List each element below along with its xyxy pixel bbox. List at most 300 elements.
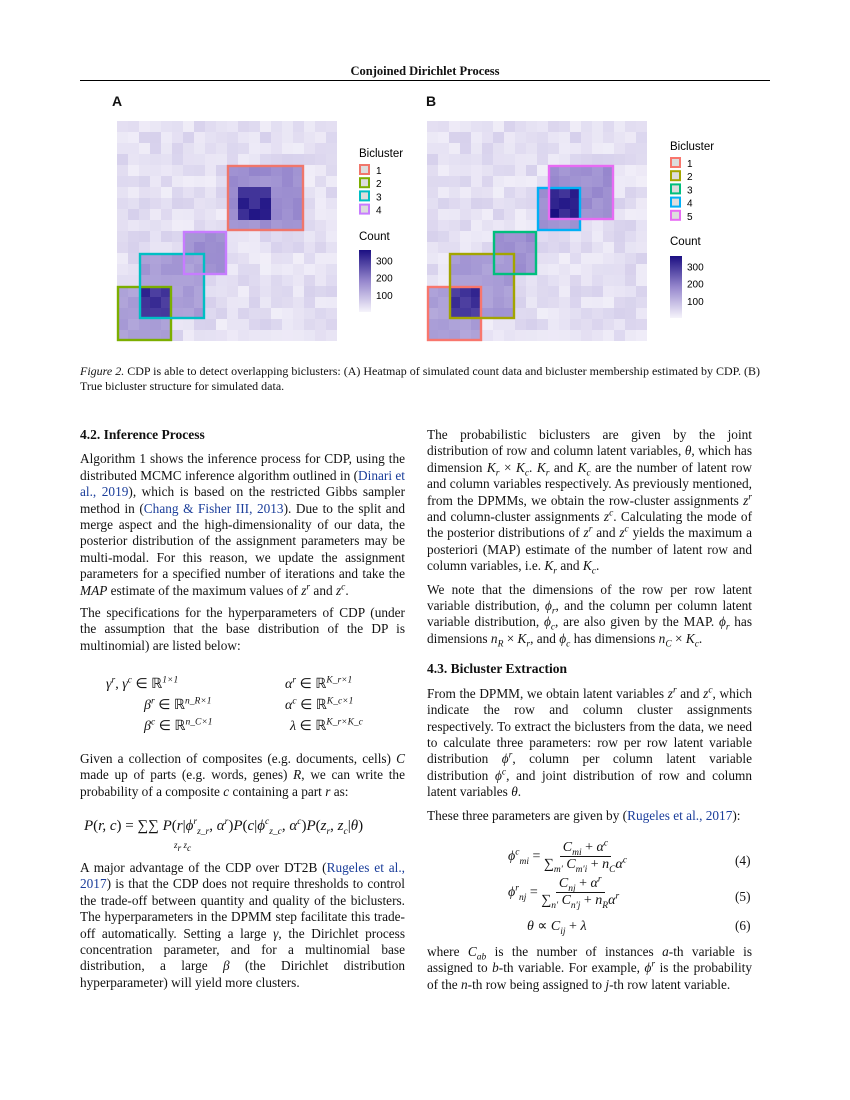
text-run: . xyxy=(595,558,600,574)
text-run: , and the column per column latent variable distribution, xyxy=(427,598,752,630)
heatmap-cell xyxy=(460,275,471,286)
math-symbol: ϕ xyxy=(185,818,194,834)
heatmap-cell xyxy=(482,154,493,165)
math-symbol: P xyxy=(84,818,94,834)
heatmap-cell xyxy=(128,308,139,319)
heatmap-cell xyxy=(150,231,161,242)
heatmap-cell xyxy=(282,297,293,308)
heatmap-cell xyxy=(526,176,537,187)
heatmap-cell xyxy=(227,264,238,275)
heatmap-cell xyxy=(493,209,504,220)
heatmap-cell xyxy=(537,121,548,132)
heatmap-cell xyxy=(636,209,647,220)
heatmap-cell xyxy=(625,154,636,165)
heatmap-cell xyxy=(315,198,326,209)
heatmap-cell xyxy=(614,308,625,319)
heatmap-cell xyxy=(227,132,238,143)
heatmap-cell xyxy=(537,297,548,308)
citation-link[interactable]: Rugeles et al., 2017 xyxy=(80,860,405,892)
heatmap-cell xyxy=(614,297,625,308)
heatmap-cell xyxy=(581,176,592,187)
math-superscript: r xyxy=(111,675,116,686)
heatmap-cell xyxy=(194,121,205,132)
heatmap-cell xyxy=(293,231,304,242)
text-run: has dimensions xyxy=(427,614,752,646)
math-symbol: z xyxy=(743,492,749,508)
heatmap-cell xyxy=(183,198,194,209)
text-run: , column per column latent variable distribution xyxy=(427,751,753,783)
heatmap-cell xyxy=(205,209,216,220)
heatmap-cell xyxy=(636,264,647,275)
heatmap-cell xyxy=(526,209,537,220)
heatmap-cell xyxy=(438,242,449,253)
heatmap-cell xyxy=(559,330,570,341)
text-run: From the DPMM, we obtain latent variables xyxy=(427,685,668,701)
math-superscript: c xyxy=(297,817,302,827)
heatmap-cell xyxy=(625,231,636,242)
heatmap-cell xyxy=(625,165,636,176)
heatmap-cell xyxy=(526,220,537,231)
heatmap-cell xyxy=(249,308,260,319)
text-run: × xyxy=(671,630,686,646)
figure-heatmaps xyxy=(0,0,850,360)
heatmap-cell xyxy=(625,176,636,187)
heatmap-cell xyxy=(592,176,603,187)
heatmap-cell xyxy=(293,132,304,143)
math-symbol: α xyxy=(285,698,293,713)
heatmap-cell xyxy=(603,132,614,143)
math-symbol: θ xyxy=(684,443,692,459)
math-superscript: r xyxy=(651,959,656,970)
math-symbol: z xyxy=(603,509,610,525)
heatmap-cell xyxy=(493,286,504,297)
math-subscript: R xyxy=(497,639,504,650)
heatmap-cell xyxy=(238,264,249,275)
heatmap-cell xyxy=(592,121,603,132)
heatmap-cell xyxy=(205,143,216,154)
heatmap-cell xyxy=(570,308,581,319)
math-subscript: z_c xyxy=(269,827,282,837)
text-run: ∈ ℝ xyxy=(155,719,186,734)
heatmap-cell xyxy=(614,143,625,154)
text-run: ) xyxy=(301,818,307,834)
heatmap-cell xyxy=(238,242,249,253)
heatmap-cell xyxy=(304,330,315,341)
heatmap-cell xyxy=(128,143,139,154)
heatmap-cell xyxy=(526,286,537,297)
math-symbol: α xyxy=(590,876,598,891)
heatmap-cell xyxy=(128,231,139,242)
math-symbol: γ xyxy=(122,677,128,692)
text-run: -th row being assigned to xyxy=(467,976,606,992)
heatmap-cell xyxy=(570,231,581,242)
heatmap-cell xyxy=(282,176,293,187)
heatmap-cell xyxy=(471,198,482,209)
heatmap-cell xyxy=(460,143,471,154)
heatmap-cell xyxy=(282,264,293,275)
math-subscript: C xyxy=(665,639,672,650)
text-run: as: xyxy=(330,783,349,799)
colorbar-title: Count xyxy=(359,231,390,243)
heatmap-cell xyxy=(293,286,304,297)
colorbar-tick-label: 200 xyxy=(687,279,704,291)
heatmap-cell xyxy=(216,132,227,143)
math-symbol: z xyxy=(320,818,327,834)
heatmap-cell xyxy=(117,275,128,286)
heatmap-cell xyxy=(183,330,194,341)
legend-swatch xyxy=(671,171,680,180)
text-run: ∈ ℝ xyxy=(154,698,185,713)
heatmap-cell xyxy=(460,242,471,253)
text-run: are the number of latent row and column variables respectively. As previously mentioned, from the DPMMs, we obtain the row-cluster assignments xyxy=(427,459,752,508)
math-superscript: n_C×1 xyxy=(185,717,213,728)
heatmap-cell xyxy=(183,220,194,231)
math-symbol: θ xyxy=(511,784,518,800)
math-superscript: c xyxy=(127,675,132,686)
heatmap-cell xyxy=(548,231,559,242)
equation-sum-indices xyxy=(174,840,192,854)
heatmap-cell xyxy=(438,132,449,143)
heatmap-cell xyxy=(150,209,161,220)
math-superscript: r xyxy=(748,492,752,503)
text-run: . xyxy=(698,630,703,646)
heatmap-cell xyxy=(636,242,647,253)
heatmap-cell xyxy=(326,198,337,209)
heatmap-cell xyxy=(504,209,515,220)
heatmap-cell xyxy=(537,275,548,286)
heatmap-cell xyxy=(271,198,282,209)
math-symbol: C xyxy=(396,751,405,766)
math-symbol: r xyxy=(176,818,183,834)
running-header: Conjoined Dirichlet Process xyxy=(350,64,500,78)
heatmap-cell xyxy=(326,286,337,297)
heatmap-cell xyxy=(449,242,460,253)
heatmap-cell xyxy=(482,121,493,132)
colorbar-tick-label: 100 xyxy=(687,296,704,308)
heatmap-cell xyxy=(172,330,183,341)
heatmap-cell xyxy=(161,165,172,176)
heatmap-cell xyxy=(460,132,471,143)
heatmap-cell xyxy=(260,132,271,143)
heatmap-cell xyxy=(150,198,161,209)
heatmap-cell xyxy=(592,264,603,275)
heatmap-cell xyxy=(194,209,205,220)
heatmap-cell xyxy=(603,275,614,286)
heatmap-cell xyxy=(603,264,614,275)
heatmap-cell xyxy=(471,264,482,275)
text-run: and xyxy=(549,459,578,475)
heatmap-cell xyxy=(636,297,647,308)
heatmap-cell xyxy=(128,297,139,308)
math-superscript: K_r×1 xyxy=(326,675,353,686)
heatmap-cell xyxy=(183,143,194,154)
heatmap-cell xyxy=(449,165,460,176)
heatmap-cell xyxy=(438,165,449,176)
caption-label: Figure 2. xyxy=(80,364,125,378)
equation-number-4: (4) xyxy=(735,853,751,868)
heatmap-cell xyxy=(183,165,194,176)
heatmap-cell xyxy=(504,121,515,132)
math-symbol: C xyxy=(558,876,569,891)
citation-link[interactable]: Rugeles et al., 2017 xyxy=(627,807,733,823)
heatmap-cell xyxy=(205,308,216,319)
heatmap-cell xyxy=(304,176,315,187)
heatmap-cell xyxy=(614,165,625,176)
text-run: = xyxy=(526,884,542,900)
text-run: , xyxy=(330,818,338,834)
paragraph xyxy=(80,860,405,991)
heatmap-cell xyxy=(592,198,603,209)
heatmap-cell xyxy=(460,176,471,187)
heatmap-cell xyxy=(282,209,293,220)
equation-5 xyxy=(508,876,619,909)
heatmap-cell xyxy=(139,319,150,330)
heatmap-cell xyxy=(493,297,504,308)
math-symbol: K xyxy=(517,630,527,646)
math-superscript: c xyxy=(622,855,628,866)
heatmap-cell xyxy=(559,176,570,187)
heatmap-cell xyxy=(636,319,647,330)
legend-title: Bicluster xyxy=(359,148,404,160)
heatmap-cell xyxy=(293,319,304,330)
heatmap-cell xyxy=(271,297,282,308)
heatmap-cell xyxy=(216,209,227,220)
heatmap-cell xyxy=(216,176,227,187)
heatmap-cell xyxy=(438,275,449,286)
eq5-denominator xyxy=(541,893,619,909)
heatmap-cell xyxy=(183,121,194,132)
heatmap-cell xyxy=(427,176,438,187)
text-run: , the Dirichlet process concentration parameter, and for a multinomial base distribution, a large xyxy=(80,925,405,974)
heatmap-cell xyxy=(161,176,172,187)
heatmap-cell xyxy=(504,198,515,209)
heatmap-cell xyxy=(260,231,271,242)
math-superscript: c xyxy=(515,847,520,858)
heatmap-cell xyxy=(282,286,293,297)
heatmap-cell xyxy=(205,220,216,231)
heatmap-cell xyxy=(570,330,581,341)
heatmap-cell xyxy=(526,187,537,198)
heatmap-cell xyxy=(172,176,183,187)
heatmap-cell xyxy=(449,220,460,231)
heatmap-cell xyxy=(315,121,326,132)
math-subscript: c xyxy=(591,566,596,577)
heatmap-cell xyxy=(183,132,194,143)
heatmap-cell xyxy=(150,275,161,286)
heatmap-cell xyxy=(471,187,482,198)
eq4-numerator xyxy=(560,840,611,857)
math-symbol: P xyxy=(306,818,316,834)
heatmap-cell xyxy=(625,319,636,330)
math-symbol: R xyxy=(293,767,302,783)
heatmap-cell xyxy=(427,242,438,253)
heatmap-cell xyxy=(581,220,592,231)
math-symbol: P xyxy=(233,818,243,834)
heatmap-cell xyxy=(205,253,216,264)
eq4-denominator xyxy=(544,857,627,873)
heatmap-cell xyxy=(614,319,625,330)
heatmap-cell xyxy=(592,132,603,143)
text-run: has dimensions xyxy=(570,630,659,646)
math-symbol: γ xyxy=(106,677,112,692)
heatmap-cell xyxy=(238,132,249,143)
hyperparam-alpha-r xyxy=(285,676,352,693)
heatmap-cell xyxy=(238,286,249,297)
hyperparam-alpha-c xyxy=(285,697,353,714)
heatmap-cell xyxy=(183,154,194,165)
text-run: made up of parts (e.g. words, genes) xyxy=(80,767,294,783)
math-subscript: r xyxy=(545,468,550,479)
heatmap-cell xyxy=(315,275,326,286)
text-run: -th row latent variable. xyxy=(609,976,731,992)
math-subscript: n′ xyxy=(551,900,559,911)
math-symbol: ϕ xyxy=(718,614,726,630)
heatmap-cell xyxy=(139,198,150,209)
heatmap-cell xyxy=(581,253,592,264)
heatmap-cell xyxy=(570,319,581,330)
eq5-numerator xyxy=(556,876,605,893)
heatmap-cell xyxy=(548,143,559,154)
heatmap-cell xyxy=(438,209,449,220)
heatmap-cell xyxy=(515,319,526,330)
heatmap-cell xyxy=(282,231,293,242)
math-subscript: r xyxy=(495,468,500,479)
heatmap-cell xyxy=(139,209,150,220)
heatmap-cell xyxy=(282,308,293,319)
heatmap-cell xyxy=(271,187,282,198)
heatmap-cell xyxy=(282,154,293,165)
heatmap-cell xyxy=(260,187,271,198)
left-column-cont xyxy=(80,751,405,800)
heatmap-cell xyxy=(326,165,337,176)
heatmap-cell xyxy=(515,253,526,264)
heatmap-cell xyxy=(161,132,172,143)
math-symbol: j xyxy=(605,976,610,992)
section-heading-inference: 4.2. Inference Process xyxy=(80,427,205,442)
heatmap-cell xyxy=(614,220,625,231)
heatmap-cell xyxy=(482,187,493,198)
heatmap-cell xyxy=(471,220,482,231)
heatmap-cell xyxy=(592,231,603,242)
math-superscript: c xyxy=(708,685,713,696)
colorbar-title: Count xyxy=(670,236,701,248)
eq4-lhs xyxy=(508,847,544,867)
heatmap-cell xyxy=(293,154,304,165)
text-run: The probabilistic biclusters are given by the joint distribution of row and column latent variables, xyxy=(427,427,752,459)
heatmap-cell xyxy=(128,198,139,209)
heatmap-cell xyxy=(548,319,559,330)
heatmap-cell xyxy=(548,275,559,286)
heatmap-cell xyxy=(603,231,614,242)
text-run: and xyxy=(557,558,583,574)
heatmap-cell xyxy=(304,242,315,253)
text-run: = xyxy=(528,848,544,864)
heatmap-cell xyxy=(150,319,161,330)
math-superscript: r xyxy=(193,817,198,827)
heatmap-cell xyxy=(515,176,526,187)
legend-label: 4 xyxy=(687,198,693,210)
heatmap-cell xyxy=(260,308,271,319)
math-symbol: C xyxy=(562,840,573,855)
text-run: + xyxy=(581,840,597,855)
heatmap-cell xyxy=(537,143,548,154)
heatmap-cell xyxy=(460,154,471,165)
heatmap-cell xyxy=(515,242,526,253)
heatmap-cell xyxy=(570,121,581,132)
heatmap-cell xyxy=(271,143,282,154)
heatmap-cell xyxy=(326,297,337,308)
heatmap-cell xyxy=(526,275,537,286)
heatmap-cell xyxy=(326,187,337,198)
heatmap-cell xyxy=(183,319,194,330)
heatmap-cell xyxy=(559,231,570,242)
heatmap-cell xyxy=(326,319,337,330)
heatmap-cell xyxy=(570,154,581,165)
heatmap-cell xyxy=(449,319,460,330)
paragraph xyxy=(427,686,752,801)
heatmap-cell xyxy=(559,286,570,297)
heatmap-cell xyxy=(548,242,559,253)
heatmap-cell xyxy=(282,275,293,286)
heatmap-cell xyxy=(238,176,249,187)
heatmap-cell xyxy=(293,330,304,341)
heatmap-cell xyxy=(625,242,636,253)
heatmap-cell xyxy=(117,209,128,220)
heatmap-cell xyxy=(636,286,647,297)
heatmap-cell xyxy=(515,165,526,176)
heatmap-cell xyxy=(614,242,625,253)
math-symbol: θ xyxy=(350,818,359,834)
heatmap-cell xyxy=(471,242,482,253)
heatmap-cell xyxy=(625,308,636,319)
heatmap-cell xyxy=(128,165,139,176)
paragraph xyxy=(427,808,752,824)
heatmap-cell xyxy=(603,308,614,319)
heatmap-cell xyxy=(282,187,293,198)
math-symbol: a xyxy=(662,944,669,959)
equation-6 xyxy=(527,918,587,935)
heatmap-cell xyxy=(249,187,260,198)
math-symbol: θ xyxy=(527,919,534,934)
heatmap-cell xyxy=(172,187,183,198)
math-symbol: C xyxy=(550,919,561,934)
hyperparam-beta-c xyxy=(144,718,213,735)
math-superscript: r xyxy=(306,582,311,593)
heatmap-cell xyxy=(150,154,161,165)
heatmap-cell xyxy=(592,275,603,286)
citation-link[interactable]: Chang & Fisher III, 2013 xyxy=(143,500,284,516)
heatmap-cell xyxy=(304,198,315,209)
text-run: . xyxy=(529,459,537,475)
heatmap-cell xyxy=(460,231,471,242)
heatmap-cell xyxy=(172,121,183,132)
heatmap-cell xyxy=(326,154,337,165)
heatmap-cell xyxy=(570,286,581,297)
math-symbol: ϕ xyxy=(257,818,265,834)
heatmap-cell xyxy=(172,286,183,297)
heatmap-cell xyxy=(326,220,337,231)
equation-number-5: (5) xyxy=(735,889,751,904)
math-subscript: n′j xyxy=(570,900,581,911)
right-column xyxy=(427,427,752,824)
heatmap-cell xyxy=(559,308,570,319)
citation-link[interactable]: Dinari et al., 2019 xyxy=(80,467,405,500)
legend-label: 2 xyxy=(376,179,382,191)
heatmap-cell xyxy=(559,143,570,154)
legend-swatch xyxy=(360,178,369,187)
math-subscript: mi xyxy=(572,847,582,858)
heatmap-cell xyxy=(614,154,625,165)
